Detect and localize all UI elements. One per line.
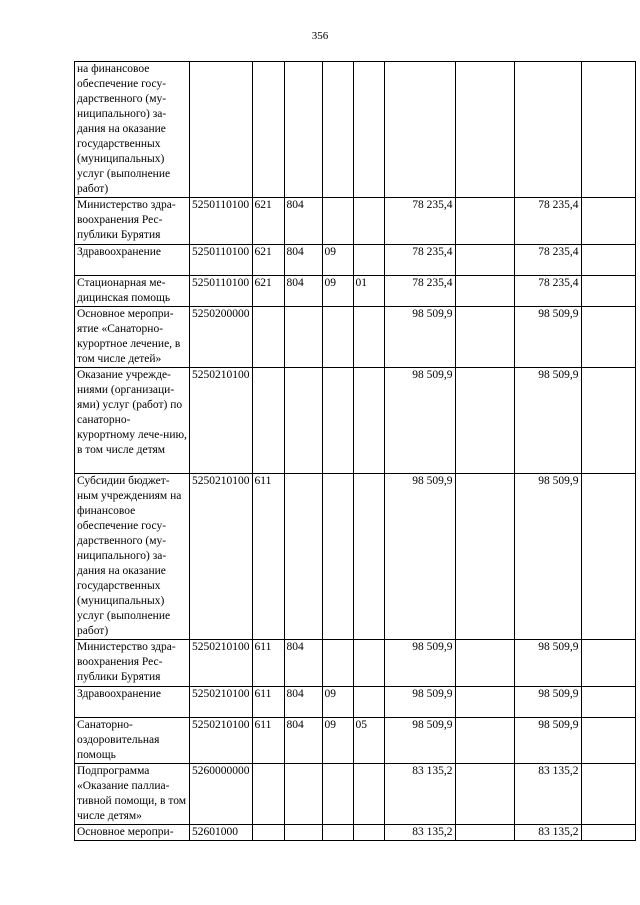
cell-sum4 <box>581 198 635 245</box>
cell-sum3: 78 235,4 <box>514 276 581 307</box>
cell-sum2 <box>455 718 514 764</box>
cell-code: 5250110100 <box>190 198 253 245</box>
table-row <box>75 825 636 841</box>
cell-grbs <box>284 825 322 841</box>
cell-vr: 611 <box>252 687 284 718</box>
cell-sum2 <box>455 245 514 276</box>
cell-code: 5250210100 <box>190 687 253 718</box>
cell-vr: 621 <box>252 198 284 245</box>
cell-name: Министерство здра-воохранения Рес-публики Бурятия <box>75 640 190 687</box>
cell-name: Субсидии бюджет-ным учреждениям на финансовое обеспечение госу-дарственного (му-ниципального) за-дания на оказание государственных (муниципальных) услуг (выполнение работ) <box>75 474 190 640</box>
cell-pr <box>353 368 384 474</box>
table-row <box>75 276 636 307</box>
cell-sum1: 98 509,9 <box>384 718 455 764</box>
cell-sum4 <box>581 687 635 718</box>
cell-vr <box>252 825 284 841</box>
cell-sum1: 78 235,4 <box>384 245 455 276</box>
cell-grbs <box>284 368 322 474</box>
cell-rz <box>322 764 353 825</box>
table-row <box>75 62 636 198</box>
cell-code: 5250200000 <box>190 307 253 368</box>
cell-sum2 <box>455 62 514 198</box>
cell-vr <box>252 307 284 368</box>
cell-sum1: 98 509,9 <box>384 640 455 687</box>
cell-code: 52601000 <box>190 825 253 841</box>
table-row <box>75 640 636 687</box>
cell-code <box>190 62 253 198</box>
cell-sum4 <box>581 307 635 368</box>
cell-pr: 01 <box>353 276 384 307</box>
cell-grbs: 804 <box>284 245 322 276</box>
cell-sum4 <box>581 825 635 841</box>
cell-rz <box>322 198 353 245</box>
cell-vr <box>252 368 284 474</box>
cell-sum1: 78 235,4 <box>384 276 455 307</box>
cell-sum1: 83 135,2 <box>384 825 455 841</box>
cell-name: Министерство здра-воохранения Рес-публики Бурятия <box>75 198 190 245</box>
cell-sum3: 98 509,9 <box>514 687 581 718</box>
cell-vr: 611 <box>252 474 284 640</box>
cell-vr <box>252 62 284 198</box>
cell-rz <box>322 368 353 474</box>
cell-sum3: 78 235,4 <box>514 198 581 245</box>
cell-name: Здравоохранение <box>75 687 190 718</box>
cell-pr <box>353 640 384 687</box>
cell-pr <box>353 474 384 640</box>
cell-pr <box>353 245 384 276</box>
cell-vr: 621 <box>252 276 284 307</box>
cell-name: Санаторно-оздоровительная помощь <box>75 718 190 764</box>
cell-grbs <box>284 474 322 640</box>
cell-pr: 05 <box>353 718 384 764</box>
cell-rz <box>322 474 353 640</box>
cell-sum3: 78 235,4 <box>514 245 581 276</box>
cell-pr <box>353 307 384 368</box>
cell-sum4 <box>581 245 635 276</box>
cell-name: Основное меропри-ятие «Санаторно-курортное лечение, в том числе детей» <box>75 307 190 368</box>
cell-code: 5260000000 <box>190 764 253 825</box>
cell-sum1: 78 235,4 <box>384 198 455 245</box>
cell-code: 5250210100 <box>190 718 253 764</box>
cell-sum4 <box>581 718 635 764</box>
cell-name: Оказание учрежде-ниями (организаци-ями) услуг (работ) по санаторно-курортному лече-нию, в том числе детям <box>75 368 190 474</box>
cell-code: 5250210100 <box>190 474 253 640</box>
cell-sum3: 98 509,9 <box>514 718 581 764</box>
cell-code: 5250210100 <box>190 368 253 474</box>
cell-sum3: 98 509,9 <box>514 640 581 687</box>
cell-grbs: 804 <box>284 640 322 687</box>
cell-sum2 <box>455 640 514 687</box>
cell-vr: 611 <box>252 640 284 687</box>
cell-sum1: 98 509,9 <box>384 368 455 474</box>
cell-sum3: 83 135,2 <box>514 825 581 841</box>
cell-sum4 <box>581 474 635 640</box>
table-row <box>75 764 636 825</box>
table-row <box>75 718 636 764</box>
cell-grbs <box>284 764 322 825</box>
cell-code: 5250210100 <box>190 640 253 687</box>
cell-rz: 09 <box>322 276 353 307</box>
table-row <box>75 307 636 368</box>
cell-grbs: 804 <box>284 687 322 718</box>
cell-pr <box>353 825 384 841</box>
cell-pr <box>353 62 384 198</box>
cell-sum2 <box>455 276 514 307</box>
cell-rz: 09 <box>322 245 353 276</box>
cell-sum4 <box>581 368 635 474</box>
table-row <box>75 687 636 718</box>
cell-sum2 <box>455 764 514 825</box>
cell-sum1: 98 509,9 <box>384 687 455 718</box>
cell-sum3: 83 135,2 <box>514 764 581 825</box>
cell-vr <box>252 764 284 825</box>
page-number: 356 <box>311 30 329 42</box>
cell-pr <box>353 687 384 718</box>
cell-grbs: 804 <box>284 276 322 307</box>
cell-name: Стационарная ме-дицинская помощь <box>75 276 190 307</box>
cell-sum3: 98 509,9 <box>514 307 581 368</box>
cell-name: на финансовое обеспечение госу-дарственного (му-ниципального) за-дания на оказание государственных (муниципальных) услуг (выполнение работ) <box>75 62 190 198</box>
cell-sum4 <box>581 62 635 198</box>
cell-code: 5250110100 <box>190 245 253 276</box>
cell-sum4 <box>581 640 635 687</box>
cell-sum2 <box>455 368 514 474</box>
cell-grbs <box>284 307 322 368</box>
cell-name: Подпрограмма «Оказание паллиа-тивной помощи, в том числе детям» <box>75 764 190 825</box>
cell-rz: 09 <box>322 718 353 764</box>
cell-vr: 621 <box>252 245 284 276</box>
cell-grbs <box>284 62 322 198</box>
cell-sum2 <box>455 198 514 245</box>
cell-sum1: 83 135,2 <box>384 764 455 825</box>
cell-sum3: 98 509,9 <box>514 368 581 474</box>
cell-rz: 09 <box>322 687 353 718</box>
table-row <box>75 198 636 245</box>
cell-rz <box>322 307 353 368</box>
table-row <box>75 474 636 640</box>
cell-name: Основное меропри- <box>75 825 190 841</box>
cell-grbs: 804 <box>284 718 322 764</box>
table-row <box>75 245 636 276</box>
cell-vr: 611 <box>252 718 284 764</box>
cell-pr <box>353 764 384 825</box>
cell-sum1: 98 509,9 <box>384 307 455 368</box>
budget-table <box>74 61 636 841</box>
cell-rz <box>322 825 353 841</box>
cell-sum2 <box>455 307 514 368</box>
table-row <box>75 368 636 474</box>
cell-sum4 <box>581 276 635 307</box>
cell-sum1 <box>384 62 455 198</box>
cell-sum3: 98 509,9 <box>514 474 581 640</box>
cell-sum2 <box>455 474 514 640</box>
cell-rz <box>322 640 353 687</box>
cell-sum2 <box>455 825 514 841</box>
cell-name: Здравоохранение <box>75 245 190 276</box>
cell-pr <box>353 198 384 245</box>
cell-grbs: 804 <box>284 198 322 245</box>
cell-sum3 <box>514 62 581 198</box>
cell-sum4 <box>581 764 635 825</box>
cell-rz <box>322 62 353 198</box>
cell-code: 5250110100 <box>190 276 253 307</box>
cell-sum2 <box>455 687 514 718</box>
cell-sum1: 98 509,9 <box>384 474 455 640</box>
